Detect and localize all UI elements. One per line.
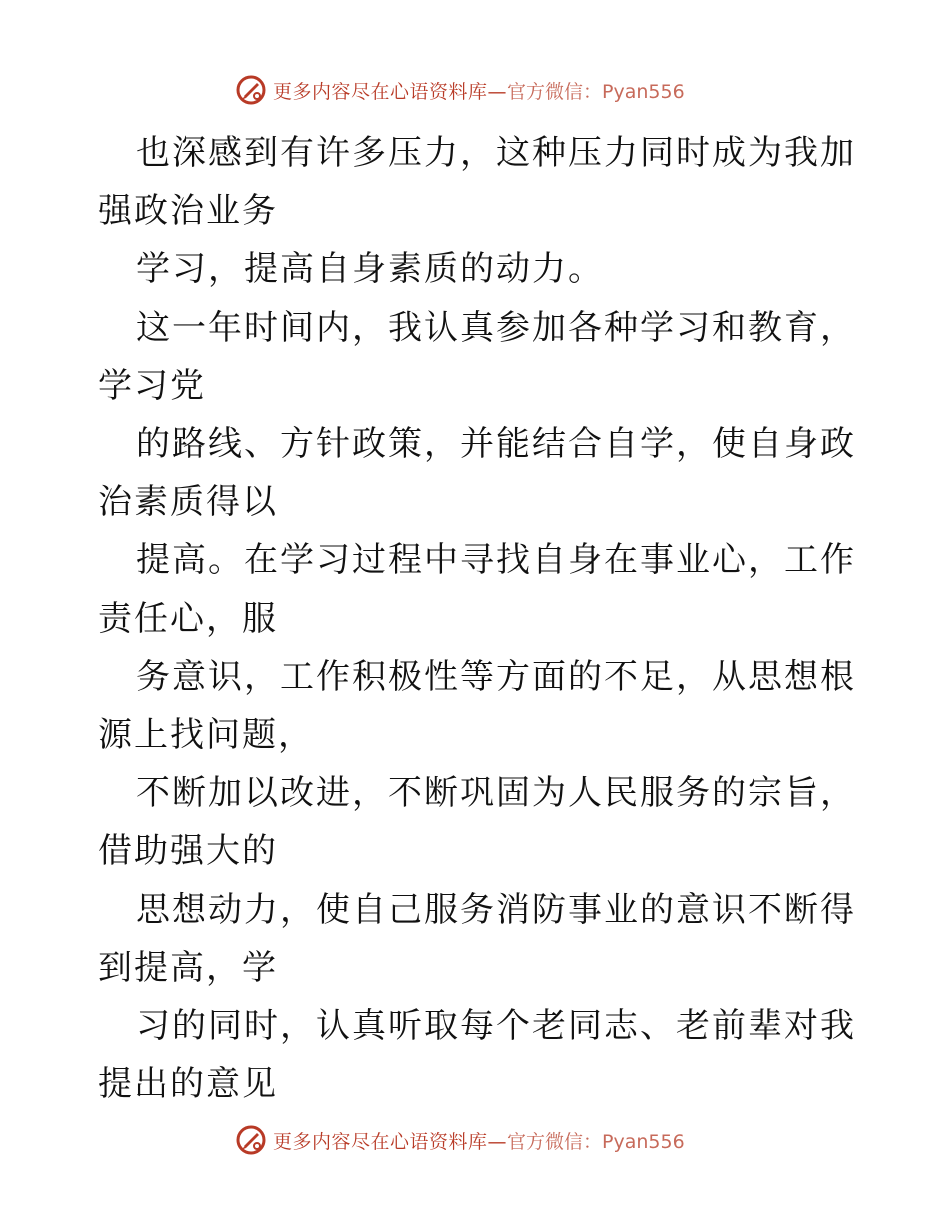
watermark-text: 更多内容尽在心语资料库— bbox=[273, 1130, 508, 1153]
header-watermark bbox=[235, 73, 685, 107]
paragraph: 提高。在学习过程中寻找自身在事业心，工作责任心，服 bbox=[98, 540, 856, 639]
paragraph: 这一年时间内，我认真参加各种学习和教育，学习党 bbox=[98, 307, 856, 406]
watermark-contact: 官方微信：Pyan556 bbox=[507, 80, 685, 103]
watermark-contact: 官方微信：Pyan556 bbox=[507, 1130, 685, 1153]
paragraph: 务意识，工作积极性等方面的不足，从思想根源上找问题， bbox=[98, 656, 856, 756]
paragraph: 不断加以改进，不断巩固为人民服务的宗旨，借助强大的 bbox=[98, 773, 856, 872]
quill-pen-logo-icon bbox=[235, 1124, 267, 1156]
paragraph: 的路线、方针政策，并能结合自学，使自身政治素质得以 bbox=[98, 424, 856, 523]
document-body bbox=[98, 124, 858, 1113]
quill-pen-logo-icon bbox=[235, 74, 267, 106]
footer-watermark bbox=[235, 1123, 685, 1157]
paragraph: 习的同时，认真听取每个老同志、老前辈对我提出的意见 bbox=[98, 1006, 856, 1105]
watermark-text: 更多内容尽在心语资料库— bbox=[273, 80, 508, 103]
paragraph: 学习，提高自身素质的动力。 bbox=[136, 249, 604, 290]
paragraph: 也深感到有许多压力，这种压力同时成为我加强政治业务 bbox=[98, 133, 856, 232]
paragraph: 思想动力，使自己服务消防事业的意识不断得到提高，学 bbox=[98, 889, 856, 988]
